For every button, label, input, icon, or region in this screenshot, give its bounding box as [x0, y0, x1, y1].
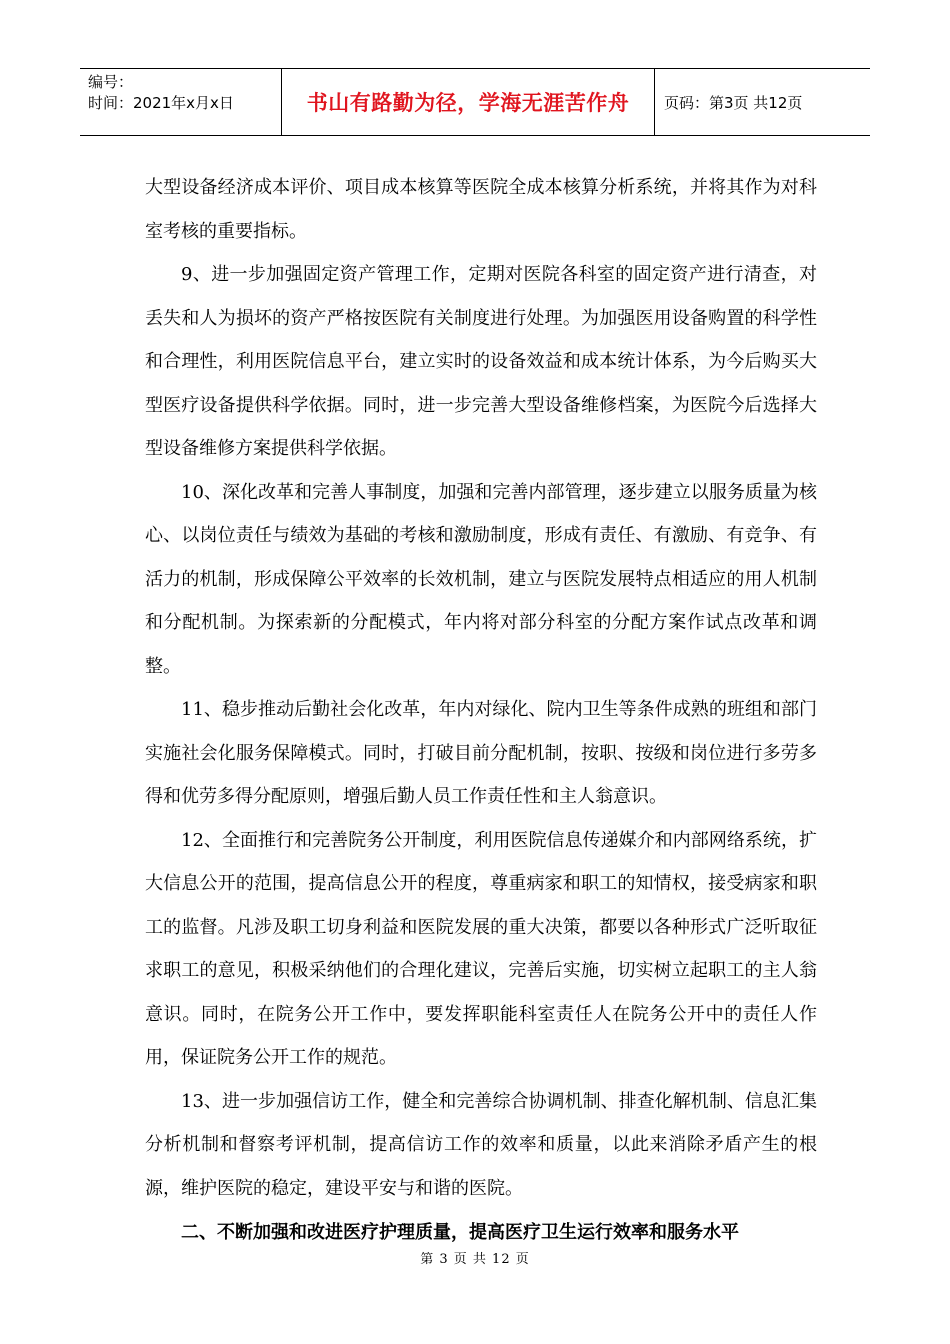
paragraph-item-11: 11、稳步推动后勤社会化改革，年内对绿化、院内卫生等条件成熟的班组和部门实施社会化服务保障模式。同时，打破目前分配机制，按职、按级和岗位进行多劳多得和优劳多得分配原则，增强后勤人员工作责任性和主人翁意识。 — [145, 699, 817, 807]
document-date: 时间：2021年x月x日 — [88, 94, 234, 112]
paragraph-item-9: 9、进一步加强固定资产管理工作，定期对医院各科室的固定资产进行清查，对丢失和人为损坏的资产严格按医院有关制度进行处理。为加强医用设备购置的科学性和合理性，利用医院信息平台，建立实时的设备效益和成本统计体系，为今后购买大型医疗设备提供科学依据。同时，进一步完善大型设备维修档案，为医院今后选择大型设备维修方案提供科学依据。 — [145, 264, 817, 459]
document-number-label: 编号： — [88, 73, 134, 91]
paragraph-item-13: 13、进一步加强信访工作，健全和完善综合协调机制、排查化解机制、信息汇集分析机制和督察考评机制，提高信访工作的效率和质量，以此来消除矛盾产生的根源，维护医院的稳定，建设平安与和谐的医院。 — [145, 1090, 817, 1199]
page-footer: 第 3 页 共 12 页 — [420, 1252, 530, 1267]
document-body — [145, 166, 817, 1255]
header-motto: 书山有路勤为径，学海无涯苦作舟 — [282, 69, 655, 135]
header-meta — [80, 69, 282, 135]
paragraph-item-10: 10、深化改革和完善人事制度，加强和完善内部管理，逐步建立以服务质量为核心、以岗位责任与绩效为基础的考核和激励制度，形成有责任、有激励、有竞争、有活力的机制，形成保障公平效率的长效机制，建立与医院发展特点相适应的用人机制和分配机制。为探索新的分配模式，年内将对部分科室的分配方案作试点改革和调整。 — [145, 481, 817, 677]
paragraph-item-12: 12、全面推行和完善院务公开制度，利用医院信息传递媒介和内部网络系统，扩大信息公开的范围，提高信息公开的程度，尊重病家和职工的知情权，接受病家和职工的监督。凡涉及职工切身利益和医院发展的重大决策，都要以各种形式广泛听取征求职工的意见，积极采纳他们的合理化建议，完善后实施，切实树立起职工的主人翁意识。同时，在院务公开工作中，要发挥职能科室责任人在院务公开中的责任人作用，保证院务公开工作的规范。 — [145, 829, 817, 1068]
paragraph-continuation: 大型设备经济成本评价、项目成本核算等医院全成本核算分析系统，并将其作为对科室考核的重要指标。 — [145, 177, 817, 242]
page-header — [80, 68, 870, 136]
header-page-info: 页码：第3页 共12页 — [664, 93, 803, 112]
section-heading-2: 二、不断加强和改进医疗护理质量，提高医疗卫生运行效率和服务水平 — [181, 1222, 739, 1243]
